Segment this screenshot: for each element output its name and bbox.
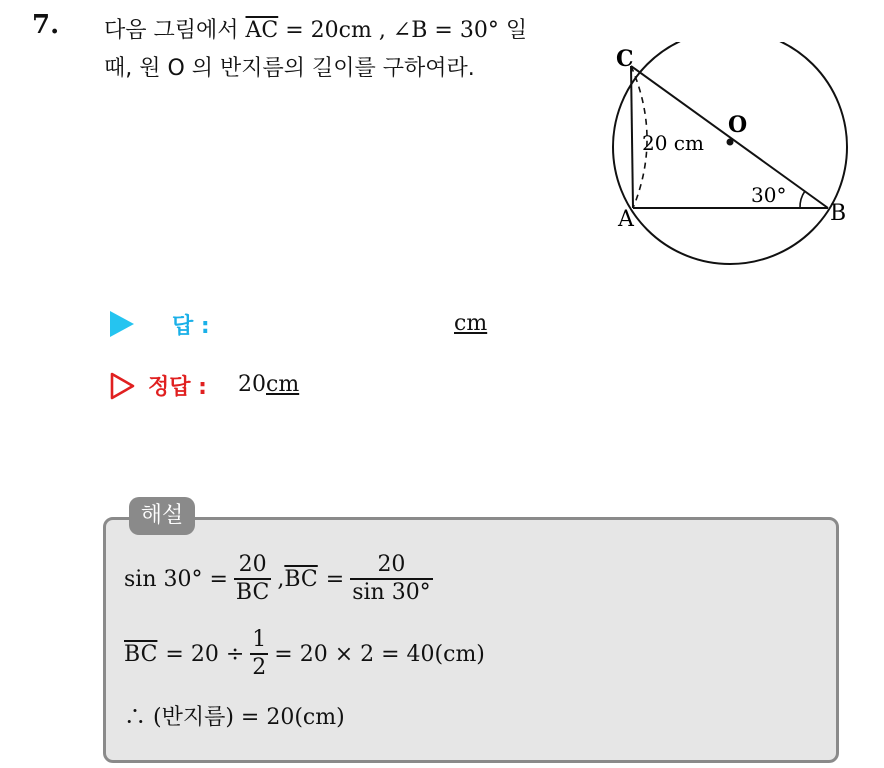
circle-figure — [598, 42, 860, 268]
answer-row — [110, 305, 530, 345]
question-line-1: 다음 그림에서 $\overline{AC} = 20cm$ , ∠B = 30° 일 — [104, 18, 528, 43]
fraction-1-over-2: $\frac{1}{2}$ — [252, 627, 267, 680]
label-b: B — [830, 201, 847, 226]
correct-answer-row — [110, 368, 530, 408]
label-c: C — [616, 46, 634, 72]
answer-unit: cm — [454, 311, 488, 336]
play-icon — [110, 311, 134, 337]
segment-ca — [631, 66, 633, 208]
correct-value: 20cm — [238, 372, 300, 397]
label-o: O — [728, 112, 748, 138]
segment-ac: $\overline{AC}$ — [245, 18, 279, 43]
solution-line-3: ∴ (반지름) = 20(cm) — [124, 705, 345, 730]
solution-line-1: sin 30° = $\frac{20}{BC}$ , $\overline{BC}$ = $\frac{20}{\sin 30^\circ}$ — [124, 552, 431, 605]
fraction-20-over-bc: $\frac{20}{BC}$ — [235, 552, 270, 605]
angle-label: 30° — [751, 183, 787, 207]
correct-unit: cm — [266, 372, 300, 397]
question-number: 7. — [32, 10, 60, 40]
angle-arc — [800, 191, 805, 208]
triangle-outline-icon — [110, 372, 136, 400]
side-label: 20 cm — [642, 131, 704, 155]
fraction-20-over-sin30: $\frac{20}{\sin 30^\circ}$ — [352, 552, 431, 605]
solution-line-2: $\overline{BC}$ = 20 ÷ $\frac{1}{2}$ = 20 × 2 = 40(cm) — [124, 627, 485, 680]
question-line-2: 때, 원 O 의 반지름의 길이를 구하여라. — [104, 56, 475, 81]
correct-label: 정답 : — [148, 375, 207, 400]
question-text — [104, 12, 594, 88]
answer-label: 답 : — [172, 314, 210, 339]
solution-tag: 해설 — [129, 497, 195, 535]
center-point — [727, 139, 734, 146]
label-a: A — [618, 207, 634, 232]
